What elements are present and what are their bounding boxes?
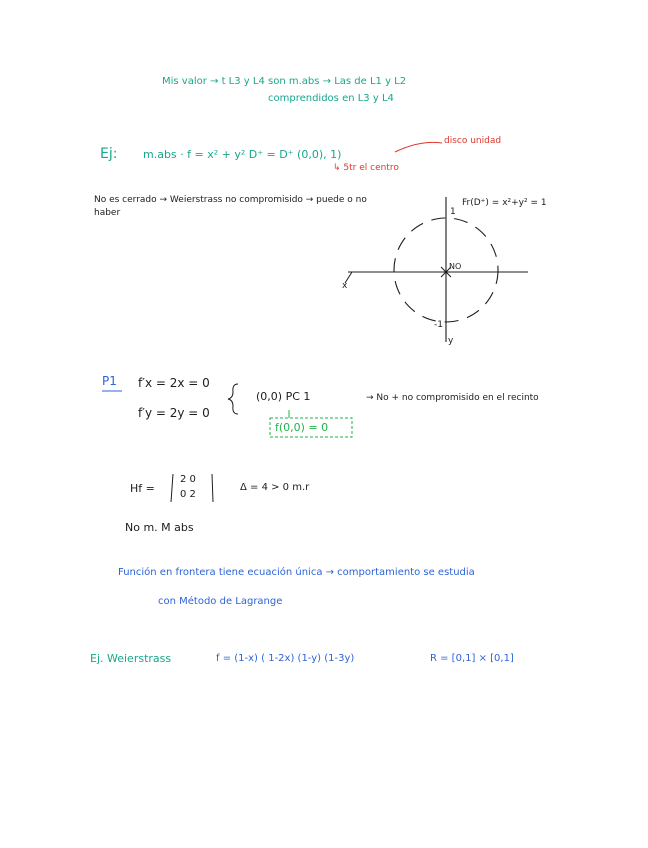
- example-2-region: R = [0,1] × [0,1]: [430, 653, 514, 664]
- tick-bottom: -1: [434, 320, 443, 330]
- boundary-equation: Fr(D⁺) = x²+y² = 1: [462, 198, 547, 208]
- note-line-2: haber: [94, 208, 121, 218]
- origin-label: NO: [449, 262, 462, 271]
- note-line-1: No es cerrado → Weierstrass no compromisido → puede o no: [94, 195, 367, 205]
- matrix-bar-right: [212, 474, 213, 502]
- conclusion: No m. M abs: [125, 521, 194, 534]
- frontier-line-1: Función en frontera tiene ecuación única → comportamiento se estudia: [118, 567, 475, 578]
- header-line-1: Mis valor → t L3 y L4 son m.abs → Las de L1 y L2: [162, 76, 407, 87]
- hessian-determinant: Δ = 4 > 0 m.r: [240, 482, 310, 493]
- annotation-center: ↳ 5tr el centro: [333, 163, 399, 173]
- f-value-highlight: f(0,0) = 0: [275, 421, 329, 434]
- hessian-row-2: 0 2: [180, 489, 196, 500]
- example-2-label: Ej. Weierstrass: [90, 652, 172, 665]
- derivative-y: f′y = 2y = 0: [138, 406, 210, 420]
- hessian-prefix: Hf =: [130, 482, 155, 495]
- tick-top: 1: [450, 207, 456, 217]
- annotation-arrow: [395, 142, 442, 152]
- example-2-function: f = (1-x) ( 1-2x) (1-y) (1-3y): [216, 653, 355, 664]
- axis-y-label: y: [448, 336, 454, 346]
- example-1-label: Ej:: [100, 146, 118, 162]
- derivative-x: f′x = 2x = 0: [138, 376, 210, 390]
- system-brace: [228, 384, 238, 414]
- header-line-2: comprendidos en L3 y L4: [268, 93, 394, 104]
- critical-point: (0,0) PC 1: [256, 390, 311, 403]
- annotation-disk: disco unidad: [444, 136, 502, 146]
- axis-x-label: x: [342, 281, 348, 291]
- frontier-line-2: con Método de Lagrange: [158, 596, 283, 607]
- example-1-statement: m.abs · f = x² + y² D⁺ = D⁺ (0,0), 1): [143, 148, 342, 161]
- matrix-bar-left: [171, 474, 173, 502]
- critical-point-note: → No + no compromisido en el recinto: [366, 393, 539, 403]
- p1-label: P1: [102, 374, 117, 388]
- hessian-row-1: 2 0: [180, 474, 196, 485]
